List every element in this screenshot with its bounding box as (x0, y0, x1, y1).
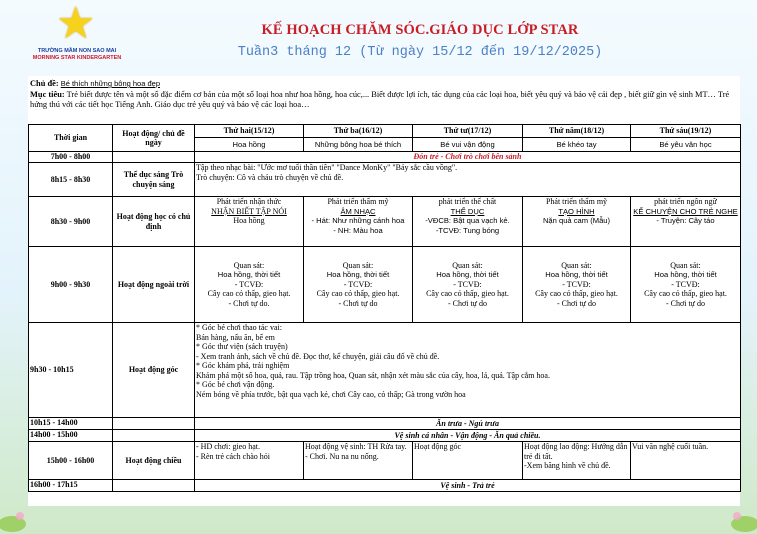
time-cell: 8h15 - 8h30 (29, 163, 113, 197)
afternoon-line: - Rèn trẻ cách chào hỏi (196, 451, 270, 461)
outdoor-cell (523, 247, 631, 323)
outdoor-observe: Quan sát: (452, 260, 483, 270)
lesson-subject: ÂM NHẠC (340, 206, 376, 216)
outdoor-game: Cây cao cỏ thấp, gieo hạt. (535, 289, 618, 299)
goal-label: Mục tiêu: (30, 89, 65, 99)
lesson-detail: Hoa hồng (233, 216, 265, 225)
corner-line: * Góc thư viện (sách truyện) (196, 342, 288, 351)
day-theme: Bé yêu văn học (631, 138, 741, 152)
lesson-cell (523, 197, 631, 247)
time-cell: 9h00 - 9h30 (29, 247, 113, 323)
merged-activity: Ăn trưa - Ngủ trưa (195, 418, 741, 430)
lesson-subject: TẠO HÌNH (558, 206, 595, 216)
outdoor-free: - Chơi tự do. (228, 298, 270, 308)
row-hygiene (29, 430, 741, 442)
empty-cell (113, 418, 195, 430)
day-theme: Bé khéo tay (523, 138, 631, 152)
outdoor-game-label: - TCVĐ: (234, 279, 264, 289)
school-logo (22, 2, 132, 70)
lesson-subject: NHẬN BIẾT TẬP NÓI (211, 206, 287, 216)
outdoor-game-label: - TCVĐ: (671, 279, 700, 289)
outdoor-topic: Hoa hồng, thời tiết (326, 270, 390, 280)
outdoor-cell (631, 247, 741, 323)
lesson-domain: Phát triển nhận thức (216, 197, 282, 206)
outdoor-game: Cây cao cỏ thấp, gieo hạt. (426, 289, 509, 299)
header-time: Thời gian (29, 125, 113, 152)
corner-line: - Xem tranh ảnh, sách về chủ đề. Đọc thơ, kể chuyện, giải câu đố về chủ đề. (196, 351, 440, 361)
merged-activity: Đón trẻ - Chơi trò chơi bên sảnh (195, 152, 741, 163)
lesson-cell (413, 197, 523, 247)
afternoon-line: - Chơi. Nu na nu nống. (305, 451, 379, 461)
corner-line: Bán hàng, nấu ăn, bế em (196, 332, 275, 342)
schedule-table (28, 124, 741, 492)
time-cell: 15h00 - 16h00 (29, 442, 113, 480)
corners-content (195, 323, 741, 418)
activity-cell: Hoạt động học có chủ định (113, 197, 195, 247)
lesson-domain: phát triển thể chất (438, 197, 497, 206)
empty-cell (113, 152, 195, 163)
lesson-cell (631, 197, 741, 247)
lesson-subject: THỂ DỤC (450, 206, 485, 216)
outdoor-game: Cây cao cỏ thấp, gieo hạt. (316, 289, 400, 299)
afternoon-cell (304, 442, 413, 480)
activity-cell: Hoạt động chiều (113, 442, 195, 480)
afternoon-cell (195, 442, 304, 480)
outdoor-observe: Quan sát: (670, 260, 701, 270)
day-name: Thứ hai(15/12) (195, 125, 304, 138)
outdoor-game-label: - TCVĐ: (562, 279, 591, 289)
outdoor-game-label: - TCVĐ: (343, 279, 373, 289)
outdoor-topic: Hoa hồng, thời tiết (436, 270, 499, 280)
topic-value: Bé thích những bông hoa đẹp (60, 79, 160, 88)
exercise-music: Tập theo nhạc bài: "Ước mơ tuổi thần tiên" "Dance MonKy" "Bảy sắc cầu vồng". (196, 163, 458, 172)
header-row (29, 125, 741, 138)
outdoor-cell (195, 247, 304, 323)
topic-label: Chủ đề: (30, 79, 59, 88)
day-name: Thứ ba(16/12) (304, 125, 413, 138)
activity-cell: Hoạt động ngoài trời (113, 247, 195, 323)
outdoor-game-label: - TCVĐ: (453, 279, 482, 289)
time-cell: 16h00 - 17h15 (29, 480, 113, 492)
time-cell: 7h00 - 8h00 (29, 152, 113, 163)
row-outdoor (29, 247, 741, 323)
school-name: TRƯỜNG MẦM NON SAO MAI (37, 48, 117, 54)
row-afternoon (29, 442, 741, 480)
outdoor-topic: Hoa hồng, thời tiết (654, 270, 717, 280)
lesson-domain: phát triển ngôn ngữ (654, 197, 717, 206)
time-cell: 9h30 - 10h15 (29, 323, 113, 418)
lesson-domain: Phát triển thẩm mỹ (327, 197, 389, 206)
corner-line: * Góc khám phá, trải nghiệm (196, 361, 290, 370)
time-cell: 8h30 - 9h00 (29, 197, 113, 247)
row-arrival (29, 152, 741, 163)
outdoor-observe: Quan sát: (233, 260, 265, 270)
activity-cell: Hoạt động góc (113, 323, 195, 418)
afternoon-line: -Xem băng hình về chủ đề. (524, 461, 611, 470)
corner-line: * Góc bé chơi thao tác vai: (196, 323, 282, 332)
time-cell: 10h15 - 14h00 (29, 418, 113, 430)
outdoor-free: - Chơi tự do (447, 298, 487, 308)
merged-activity: Vệ sinh cá nhân - Vận động - Ăn quả chiều. (195, 430, 741, 442)
lesson-detail: -VĐCB: Bật qua vạch kẻ. -TCVĐ: Tung bóng (425, 216, 510, 235)
afternoon-line: Vui văn nghệ cuối tuần. (632, 442, 709, 451)
page-title: KẾ HOẠCH CHĂM SÓC.GIÁO DỤC LỚP STAR (261, 22, 579, 38)
corner-line: Khám phá một số hoa, quả, rau. Tập trồng hoa, Quan sát, nhận xét màu sắc của cây, hoa, lá, quả. Tập cắm hoa. (196, 370, 550, 380)
row-corners (29, 323, 741, 418)
outdoor-observe: Quan sát: (561, 260, 592, 270)
outdoor-game: Cây cao cỏ thấp, gieo hạt. (644, 289, 727, 299)
empty-cell (113, 480, 195, 492)
day-name: Thứ năm(18/12) (523, 125, 631, 138)
day-theme: Những bông hoa bé thích (304, 138, 413, 152)
lesson-cell (195, 197, 304, 247)
corner-line: * Góc bé chơi vận động. (196, 380, 275, 389)
exercise-content (195, 163, 741, 197)
topic-block (30, 79, 738, 111)
afternoon-line: Hoạt động lao động: Hướng dẫn trẻ đi tất. (524, 442, 628, 461)
day-name: Thứ tư(17/12) (413, 125, 523, 138)
afternoon-line: - HD chơi: gieo hạt. (196, 442, 260, 451)
star-icon: ★ (56, 0, 96, 49)
row-exercise (29, 163, 741, 197)
time-cell: 14h00 - 15h00 (29, 430, 113, 442)
afternoon-line: Hoạt động góc (414, 442, 462, 451)
school-name-english: MORNING STAR KINDERGARTEN (32, 55, 122, 61)
activity-cell: Thể dục sáng Trò chuyện sáng (113, 163, 195, 197)
row-lunch (29, 418, 741, 430)
empty-cell (113, 430, 195, 442)
plan-sheet (28, 76, 740, 506)
lesson-cell (304, 197, 413, 247)
outdoor-free: - Chơi tự do (556, 298, 596, 308)
lesson-detail: Nặn quả cam (Mẫu) (542, 216, 611, 225)
afternoon-cell (523, 442, 631, 480)
day-name: Thứ sáu(19/12) (631, 125, 741, 138)
page-header (0, 0, 757, 75)
outdoor-observe: Quan sát: (342, 260, 374, 270)
afternoon-cell (631, 442, 741, 480)
day-theme: Bé vui vận động (413, 138, 523, 152)
lesson-subject: KỂ CHUYỆN CHO TRẺ NGHE (633, 206, 738, 216)
goal-text: Trẻ biết được tên và một số đặc điểm cơ bản của một số loại hoa như hoa hồng, hoa cúc,... Biết được lợi ích, tác dụng của các loại hoa, biết yêu quý và bảo vệ cái đẹp , biết giữ gìn vệ sinh MT… Trẻ hứng thú với các tiết học Tiếng Anh. Giáo dục trẻ yêu quý và bảo vệ các loại hoa… (30, 89, 730, 109)
outdoor-game: Cây cao cỏ thấp, gieo hạt. (207, 289, 291, 299)
lesson-detail: - Hát: Như những cánh hoa - NH: Màu hoa (311, 216, 405, 235)
week-subtitle: Tuần3 tháng 12 (Từ ngày 15/12 đến 19/12/2025) (237, 45, 603, 60)
outdoor-cell (413, 247, 523, 323)
outdoor-topic: Hoa hồng, thời tiết (217, 270, 281, 280)
outdoor-free: - Chơi tự do (338, 298, 378, 308)
outdoor-free: - Chơi tự do (665, 298, 705, 308)
lesson-detail: - Truyện: Cây táo (656, 216, 715, 225)
corner-line: Ném bóng về phía trước, bật qua vạch kẻ, chơi Cây cao, cỏ thấp; Gà trong vườn hoa (196, 389, 466, 399)
lesson-domain: Phát triển thẩm mỹ (545, 197, 608, 206)
outdoor-topic: Hoa hồng, thời tiết (545, 270, 608, 280)
row-pickup (29, 480, 741, 492)
afternoon-cell (413, 442, 523, 480)
row-lesson (29, 197, 741, 247)
day-theme: Hoa hồng (195, 138, 304, 152)
outdoor-cell (304, 247, 413, 323)
afternoon-line: Hoạt động vệ sinh: TH Rửa tay. (305, 442, 407, 451)
header-activity: Hoạt động/ chủ đề ngày (113, 125, 195, 152)
morning-talk: Trò chuyện: Cô và cháu trò chuyện về chủ đề. (196, 172, 344, 182)
merged-activity: Vệ sinh - Trả trẻ (195, 480, 741, 492)
